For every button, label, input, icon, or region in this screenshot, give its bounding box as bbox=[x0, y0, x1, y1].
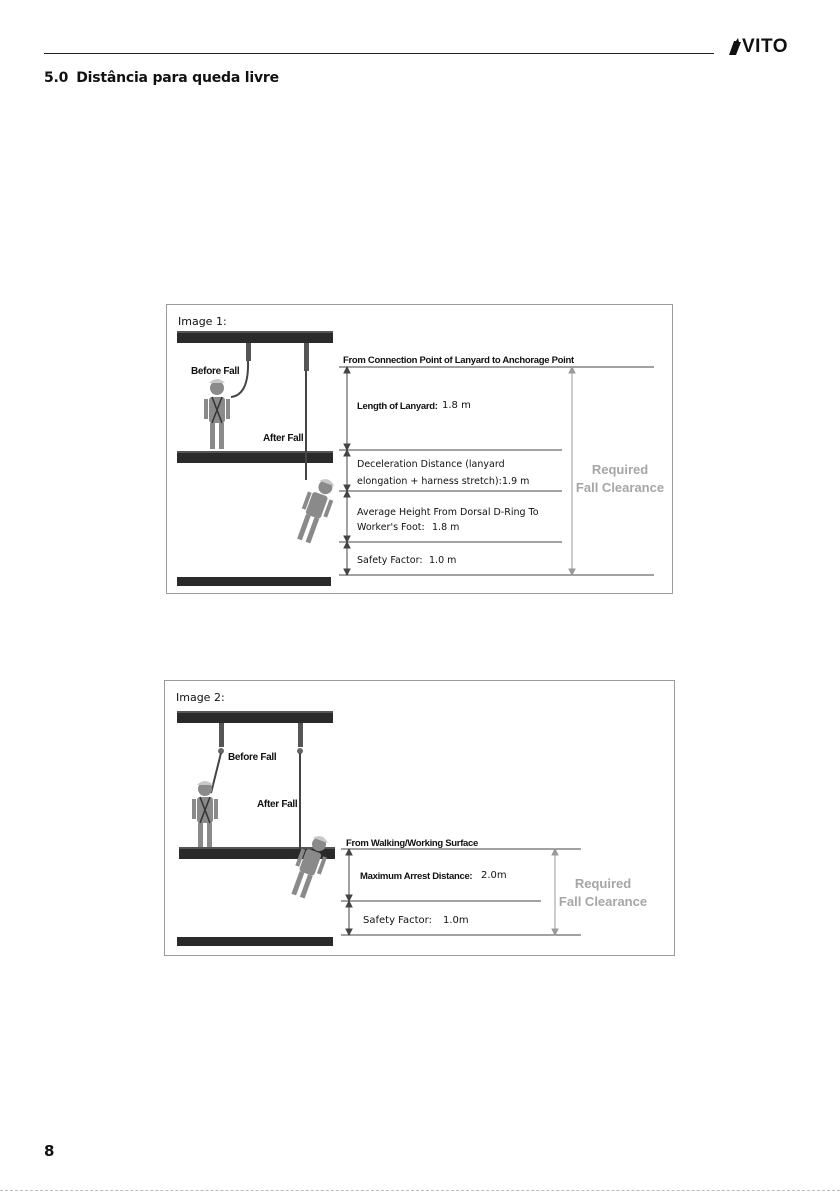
lanyard-length-label: Length of Lanyard: bbox=[357, 401, 438, 412]
fall-clearance-figure-2 bbox=[164, 680, 675, 956]
figure-1-drawing bbox=[167, 305, 672, 593]
worker-before-fall bbox=[192, 781, 218, 847]
required-clearance-arrow bbox=[569, 367, 575, 575]
worker-before-fall bbox=[204, 379, 230, 449]
fall-clearance-figure-1 bbox=[166, 304, 673, 594]
header-rule bbox=[44, 53, 714, 54]
lanyard-length-value: 1.8 m bbox=[442, 400, 471, 411]
before-fall-label: Before Fall bbox=[228, 752, 277, 763]
safety-factor-value: 1.0 m bbox=[429, 555, 457, 566]
anchor-strap-after bbox=[298, 723, 303, 747]
required-label-line1: Required bbox=[574, 876, 632, 891]
segment-arrows bbox=[346, 849, 352, 935]
required-clearance-arrow bbox=[552, 849, 558, 935]
dring-height-label-line1: Average Height From Dorsal D-Ring To bbox=[357, 507, 539, 518]
top-beam-flange bbox=[177, 331, 333, 333]
working-surface-beam-flange bbox=[177, 451, 333, 453]
page-number: 8 bbox=[44, 1142, 55, 1160]
required-label-line2: Fall Clearance bbox=[575, 480, 665, 495]
deceleration-label-line1: Deceleration Distance (lanyard bbox=[357, 459, 505, 470]
lanyard-before bbox=[211, 753, 221, 793]
after-fall-label: After Fall bbox=[263, 433, 304, 444]
top-beam bbox=[177, 713, 333, 723]
worker-after-fall bbox=[291, 475, 339, 546]
deceleration-value: 1.9 m bbox=[502, 476, 530, 487]
section-title: Distância para queda livre bbox=[76, 70, 279, 86]
figure-2-drawing bbox=[165, 681, 674, 955]
section-heading bbox=[44, 70, 279, 86]
safety-factor-label: Safety Factor: bbox=[357, 555, 423, 566]
dring-height-label-line2: Worker's Foot: bbox=[357, 522, 425, 533]
working-surface-beam-flange bbox=[179, 847, 335, 849]
working-surface-label: From Walking/Working Surface bbox=[346, 838, 479, 849]
ground-beam bbox=[177, 577, 331, 586]
safety-factor-value: 1.0m bbox=[443, 915, 469, 926]
anchor-strap-before bbox=[246, 343, 251, 361]
deceleration-label-line2: elongation + harness stretch): bbox=[357, 476, 502, 487]
brand-name: VITO bbox=[742, 36, 788, 57]
anchor-strap-after bbox=[304, 343, 309, 371]
connection-point-label: From Connection Point of Lanyard to Anchorage Point bbox=[343, 355, 574, 366]
vito-logo bbox=[728, 36, 788, 58]
ground-beam bbox=[177, 937, 333, 946]
worker-after-fall bbox=[286, 832, 333, 901]
after-fall-label: After Fall bbox=[257, 799, 298, 810]
segment-arrows bbox=[344, 367, 350, 575]
required-label-line1: Required bbox=[591, 462, 649, 477]
page-edge-rule bbox=[0, 1190, 840, 1191]
dring-height-value: 1.8 m bbox=[432, 522, 460, 533]
max-arrest-value: 2.0m bbox=[481, 870, 507, 881]
top-beam-flange bbox=[177, 711, 333, 713]
required-label-line2: Fall Clearance bbox=[558, 894, 648, 909]
image-1-caption: Image 1: bbox=[178, 315, 227, 328]
section-number: 5.0 bbox=[44, 70, 69, 86]
brand-mark-icon bbox=[728, 38, 742, 56]
image-2-caption: Image 2: bbox=[176, 691, 225, 704]
anchor-strap-before bbox=[219, 723, 224, 747]
max-arrest-label: Maximum Arrest Distance: bbox=[360, 871, 473, 882]
safety-factor-label: Safety Factor: bbox=[363, 915, 432, 926]
top-beam bbox=[177, 333, 333, 343]
working-surface-beam bbox=[177, 453, 333, 463]
before-fall-label: Before Fall bbox=[191, 366, 240, 377]
